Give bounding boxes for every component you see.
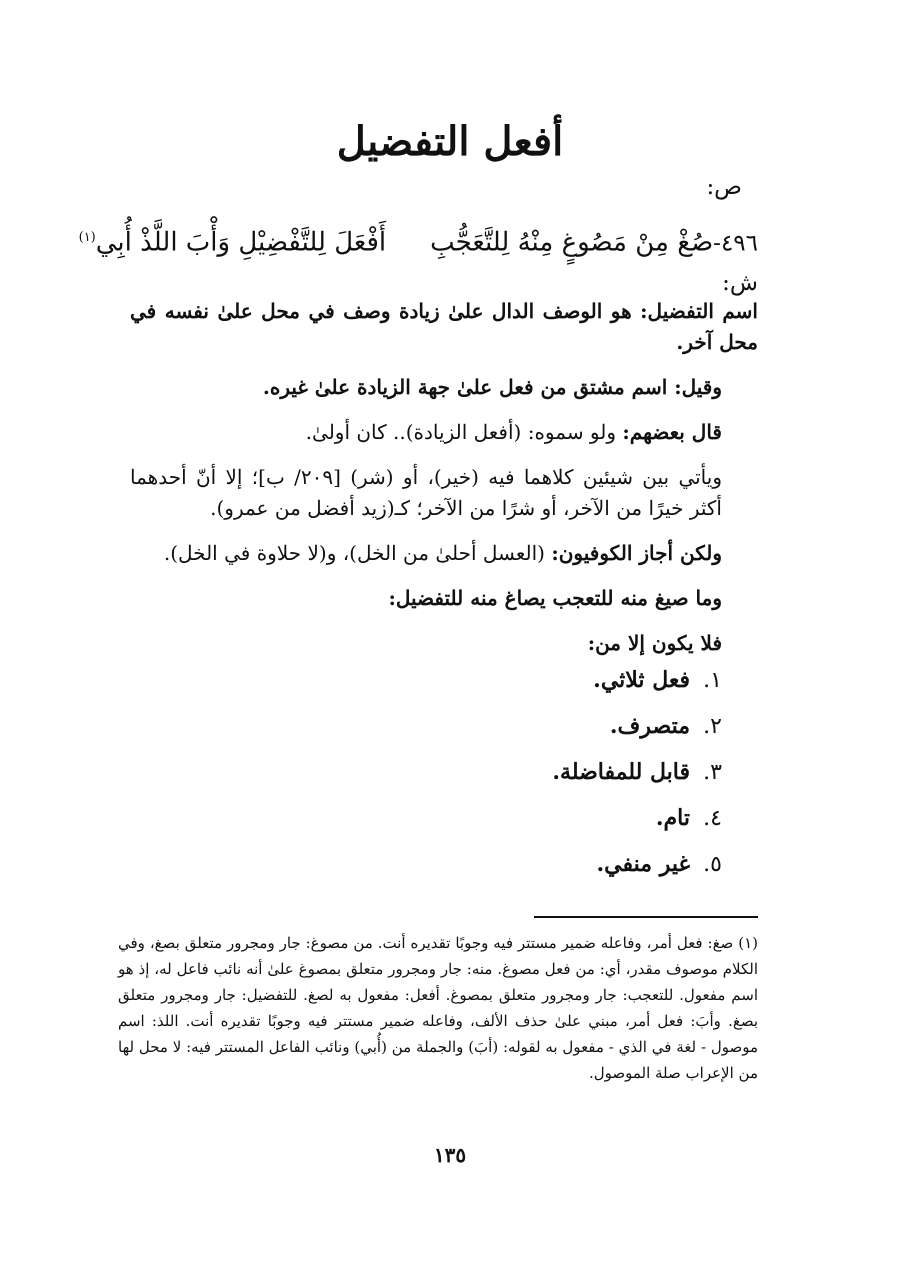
list-text: قابل للمفاضلة. — [552, 759, 690, 785]
chapter-title: أفعل التفضيل — [336, 118, 564, 165]
paragraph-definition — [130, 296, 758, 358]
verse-number: ٤٩٦- — [713, 230, 758, 257]
list-text: فعل ثلاثي. — [593, 667, 690, 693]
commentary-label-shin: ش: — [722, 270, 758, 296]
text-label-sad: ص: — [706, 174, 742, 200]
list-number: ١. — [703, 668, 722, 693]
page-number: ١٣٥ — [433, 1143, 467, 1167]
paragraph-text: (العسل أحلىٰ من الخل)، و(لا حلاوة في الخل). — [163, 541, 552, 565]
list-number: ٣. — [703, 760, 722, 785]
paragraph-text: وقيل: اسم مشتق من فعل علىٰ جهة الزيادة علىٰ غيره. — [262, 375, 722, 399]
list-text: غير منفي. — [596, 851, 690, 877]
list-item — [222, 804, 722, 850]
list-item — [222, 712, 722, 758]
verse-hemistich-first: صُغْ مِنْ مَصُوغٍ مِنْهُ لِلتَّعَجُّبِ — [430, 227, 714, 258]
list-item — [222, 666, 722, 712]
conditions-list — [222, 666, 722, 896]
footnote-divider — [534, 916, 758, 918]
paragraph-text: ولو سموه: (أفعل الزيادة).. كان أولىٰ. — [305, 420, 623, 444]
paragraph-kufan-view — [130, 538, 758, 569]
footnote-text: (١) صغ: فعل أمر، وفاعله ضمير مستتر فيه وجوبًا تقديره أنت. من مصوغ: جار ومجرور متعلق بصغ، وفي الكلام موصوف مقدر، أي: من فعل مصوغ. منه: جار ومجرور متعلق بمصوغ علىٰ أنه نائب فاعل له، إذ هو اسم مفعول. للتعجب: جار ومجرور متعلق بمصوغ. أفعل: مفعول به لصغ. للتفضيل: جار ومجرور متعلق بصغ. وأبَ: فعل أمر، مبني علىٰ حذف الألف، وفاعله ضمير مستتر فيه وجوبًا تقديره أنت. اللذ: اسم موصول - لغة في الذي - مفعول به لقوله: (أبَ) والجملة من (أُبي) ونائب الفاعل المستتر فيه: لا محل لها من الإعراب صلة الموصول. — [118, 934, 758, 1082]
paragraph-text: ويأتي بين شيئين كلاهما فيه (خير)، أو (شر) [٢٠٩/ ب]؛ إلا أنّ أحدهما أكثر خيرًا من الآخر، أو شرًا من الآخر؛ كـ(زيد أفضل من عمرو). — [130, 465, 723, 520]
paragraph-naming-note — [130, 417, 758, 448]
verse-line — [79, 218, 758, 264]
verse-hemistich-second: أَفْعَلَ لِلتَّفْضِيْلِ وَأْبَ اللَّذْ أُبِي — [95, 227, 387, 258]
list-number: ٤. — [703, 806, 722, 831]
list-text: متصرف. — [609, 713, 690, 739]
paragraph-derivation — [130, 583, 758, 614]
paragraph-lead: قال بعضهم: — [622, 420, 722, 444]
list-number: ٢. — [703, 714, 722, 739]
paragraph-conditions-intro — [130, 628, 758, 659]
list-number: ٥. — [703, 852, 722, 877]
list-item — [222, 850, 722, 896]
commentary-body — [130, 296, 758, 659]
paragraph-lead: فلا يكون إلا من: — [587, 631, 722, 655]
paragraph-lead: وما صيغ منه للتعجب يصاغ منه للتفضيل: — [388, 586, 722, 610]
paragraph-text: اسم التفضيل: هو الوصف الدال علىٰ زيادة وصف في محل علىٰ نفسه في محل آخر. — [130, 299, 758, 354]
list-item — [222, 758, 722, 804]
paragraph-lead: ولكن أجاز الكوفيون: — [551, 541, 722, 565]
footnote-reference[interactable]: (١) — [78, 230, 96, 245]
footnote — [118, 930, 758, 1086]
paragraph-usage — [130, 462, 758, 524]
paragraph-alternative-definition — [130, 372, 758, 403]
list-text: تام. — [655, 805, 690, 831]
